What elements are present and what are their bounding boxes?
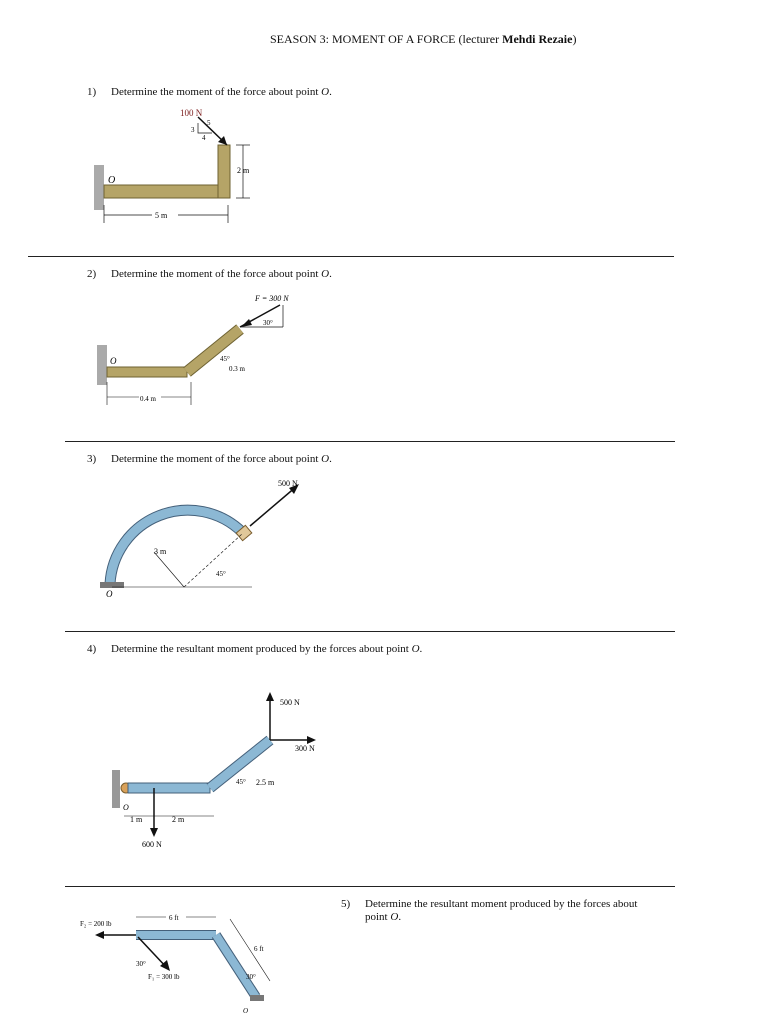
divider-3 — [65, 631, 675, 632]
svg-text:300 N: 300 N — [295, 744, 315, 753]
svg-text:3 m: 3 m — [154, 547, 167, 556]
svg-text:0.3 m: 0.3 m — [229, 365, 245, 373]
svg-text:F₁ = 300 lb: F₁ = 300 lb — [148, 973, 180, 981]
svg-text:600 N: 600 N — [142, 840, 162, 849]
force-label: 100 N — [180, 108, 203, 118]
svg-text:30°: 30° — [246, 973, 256, 981]
svg-text:O: O — [123, 803, 129, 812]
force-arrow — [250, 486, 297, 526]
figure-2 — [95, 287, 310, 412]
svg-text:F = 300 N: F = 300 N — [255, 294, 289, 303]
dimension-5m: 5 m — [155, 211, 168, 220]
problem-3: 3) Determine the moment of the force about point O. — [87, 453, 332, 465]
svg-text:0.4 m: 0.4 m — [140, 395, 156, 403]
svg-text:500 N: 500 N — [280, 698, 300, 707]
svg-text:5: 5 — [207, 119, 211, 127]
figure-1 — [90, 105, 280, 230]
divider-4 — [65, 886, 675, 887]
divider-1 — [28, 256, 674, 257]
svg-text:O: O — [110, 356, 117, 366]
figure-5 — [78, 905, 278, 1017]
problem-1: 1) Determine the moment of the force about point O. — [87, 86, 332, 98]
svg-text:45°: 45° — [220, 355, 230, 363]
figure-3 — [92, 474, 307, 599]
svg-text:3: 3 — [191, 126, 195, 134]
horizontal-beam — [104, 185, 230, 198]
base-support — [250, 995, 264, 1001]
lecturer-name: Mehdi Rezaie — [502, 32, 573, 46]
horizontal-pipe — [107, 367, 187, 377]
svg-text:F₂ = 200 lb: F₂ = 200 lb — [80, 920, 112, 928]
svg-text:500 N: 500 N — [278, 479, 298, 488]
inclined-pipe — [216, 935, 256, 997]
svg-text:45°: 45° — [216, 570, 226, 578]
svg-text:6 ft: 6 ft — [169, 914, 179, 922]
divider-2 — [65, 441, 675, 442]
problem-5: 5) Determine the resultant moment produced by the forces about point O. — [341, 898, 638, 923]
svg-text:2.5 m: 2.5 m — [256, 778, 275, 787]
page-title: SEASON 3: MOMENT OF A FORCE (lecturer Mehdi Rezaie) — [270, 32, 577, 46]
svg-text:30°: 30° — [263, 319, 273, 327]
wall-support — [94, 165, 104, 210]
dimension-2m: 2 m — [237, 166, 250, 175]
vertical-beam — [218, 145, 230, 198]
svg-text:O: O — [243, 1007, 249, 1015]
svg-text:30°: 30° — [136, 960, 146, 968]
horizontal-pipe — [128, 783, 210, 793]
svg-text:2 m: 2 m — [172, 815, 185, 824]
figure-4 — [108, 688, 328, 853]
svg-text:6 ft: 6 ft — [254, 945, 264, 953]
svg-text:O: O — [106, 589, 113, 599]
svg-text:4: 4 — [202, 134, 206, 142]
wall-support — [97, 345, 107, 385]
problem-4: 4) Determine the resultant moment produced by the forces about point O. — [87, 643, 423, 655]
svg-text:1 m: 1 m — [130, 815, 143, 824]
problem-2: 2) Determine the moment of the force about point O. — [87, 268, 332, 280]
svg-text:45°: 45° — [236, 778, 246, 786]
wall-support — [112, 770, 120, 808]
point-o-label: O — [108, 175, 116, 186]
